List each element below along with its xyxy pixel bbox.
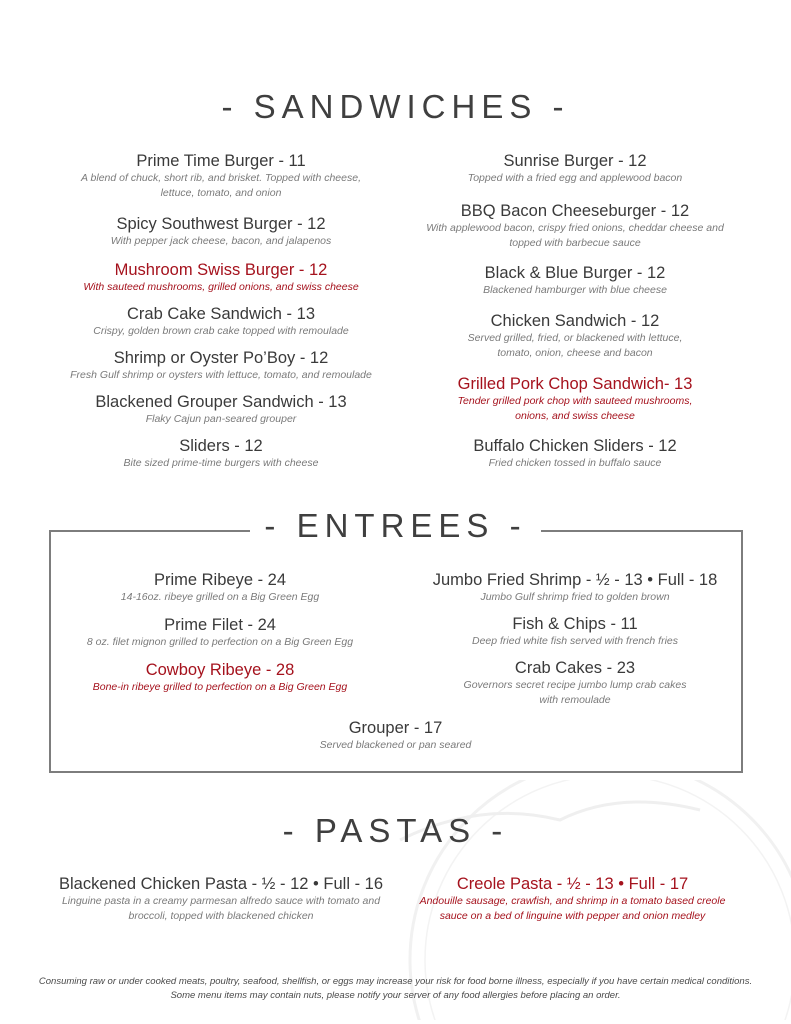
item-description: Served grilled, fried, or blackened with lettuce, tomato, onion, cheese and bacon [467,332,683,359]
item-name: Cowboy Ribeye - 28 [145,661,295,679]
item-description: Blackened hamburger with blue cheese [483,284,667,296]
item-name: Prime Ribeye - 24 [153,571,287,589]
item-description: With pepper jack cheese, bacon, and jalapenos [110,235,332,247]
menu-item [48,875,394,924]
item-name: Chicken Sandwich - 12 [490,312,660,330]
item-name: BBQ Bacon Cheeseburger - 12 [460,202,690,220]
menu-item [400,875,745,924]
item-name: Creole Pasta - ½ - 13 • Full - 17 [456,875,689,893]
item-description: Jumbo Gulf shrimp fried to golden brown [480,591,670,603]
item-description: Tender grilled pork chop with sauteed mushrooms, onions, and swiss cheese [457,395,693,422]
item-name: Prime Time Burger - 11 [136,152,306,170]
item-name: Sliders - 12 [179,437,263,455]
sandwiches-heading: - SANDWICHES - [221,88,570,125]
item-name: Blackened Chicken Pasta - ½ - 12 • Full - 16 [58,875,383,893]
item-name: Grilled Pork Chop Sandwich- 13 [457,375,693,393]
item-name: Crab Cakes - 23 [514,659,636,677]
item-description: Deep fried white fish served with french fries [471,635,678,647]
entrees-heading-text: - ENTREES - [250,507,540,544]
item-name: Blackened Grouper Sandwich - 13 [95,393,347,411]
item-description: 8 oz. filet mignon grilled to perfection on a Big Green Egg [86,636,354,648]
item-description: Bite sized prime-time burgers with cheese [123,457,319,469]
item-description: Topped with a fried egg and applewood bacon [467,172,683,184]
item-name: Buffalo Chicken Sliders - 12 [473,437,677,455]
item-description: Flaky Cajun pan-seared grouper [145,413,297,425]
allergy-disclaimer [0,975,791,1003]
disclaimer-line-1: Consuming raw or under cooked meats, poultry, seafood, shellfish, or eggs may increase your risk for food borne illness, especially if you have certain medical conditions. [38,976,753,987]
item-description: With applewood bacon, crispy fried onions, cheddar cheese and topped with barbecue sauce [426,222,724,249]
item-description: Bone-in ribeye grilled to perfection on a Big Green Egg [92,681,348,693]
item-description: Served blackened or pan seared [319,739,472,751]
item-description: 14-16oz. ribeye grilled on a Big Green Egg [120,591,320,603]
item-description: Linguine pasta in a creamy parmesan alfredo sauce with tomato and broccoli, topped with blackened chicken [61,895,381,922]
item-name: Mushroom Swiss Burger - 12 [114,261,328,279]
item-description: Fresh Gulf shrimp or oysters with lettuce, tomato, and remoulade [70,369,372,381]
pastas-heading: - PASTAS - [282,812,509,849]
item-name: Prime Filet - 24 [164,616,276,634]
disclaimer-line-2: Some menu items may contain nuts, please notify your server of any food allergies before placing an order. [170,990,621,1001]
item-description: Governors secret recipe jumbo lump crab cakes with remoulade [463,679,687,706]
item-description: With sauteed mushrooms, grilled onions, and swiss cheese [83,281,359,293]
item-description: Crispy, golden brown crab cake topped with remoulade [93,325,349,337]
item-name: Sunrise Burger - 12 [503,152,647,170]
item-description: Fried chicken tossed in buffalo sauce [488,457,662,469]
pastas-left-column [48,0,394,940]
item-name: Crab Cake Sandwich - 13 [126,305,315,323]
item-description: A blend of chuck, short rib, and brisket. Topped with cheese, lettuce, tomato, and onion [81,172,361,199]
item-description: Andouille sausage, crawfish, and shrimp in a tomato based creole sauce on a bed of linguine with pepper and onion medley [419,895,726,922]
item-name: Grouper - 17 [348,719,443,737]
item-name: Black & Blue Burger - 12 [484,264,666,282]
pastas-right-column [400,0,745,940]
item-name: Spicy Southwest Burger - 12 [116,215,326,233]
item-name: Jumbo Fried Shrimp - ½ - 13 • Full - 18 [432,571,718,589]
item-name: Fish & Chips - 11 [512,615,638,633]
item-name: Shrimp or Oyster Po’Boy - 12 [113,349,329,367]
